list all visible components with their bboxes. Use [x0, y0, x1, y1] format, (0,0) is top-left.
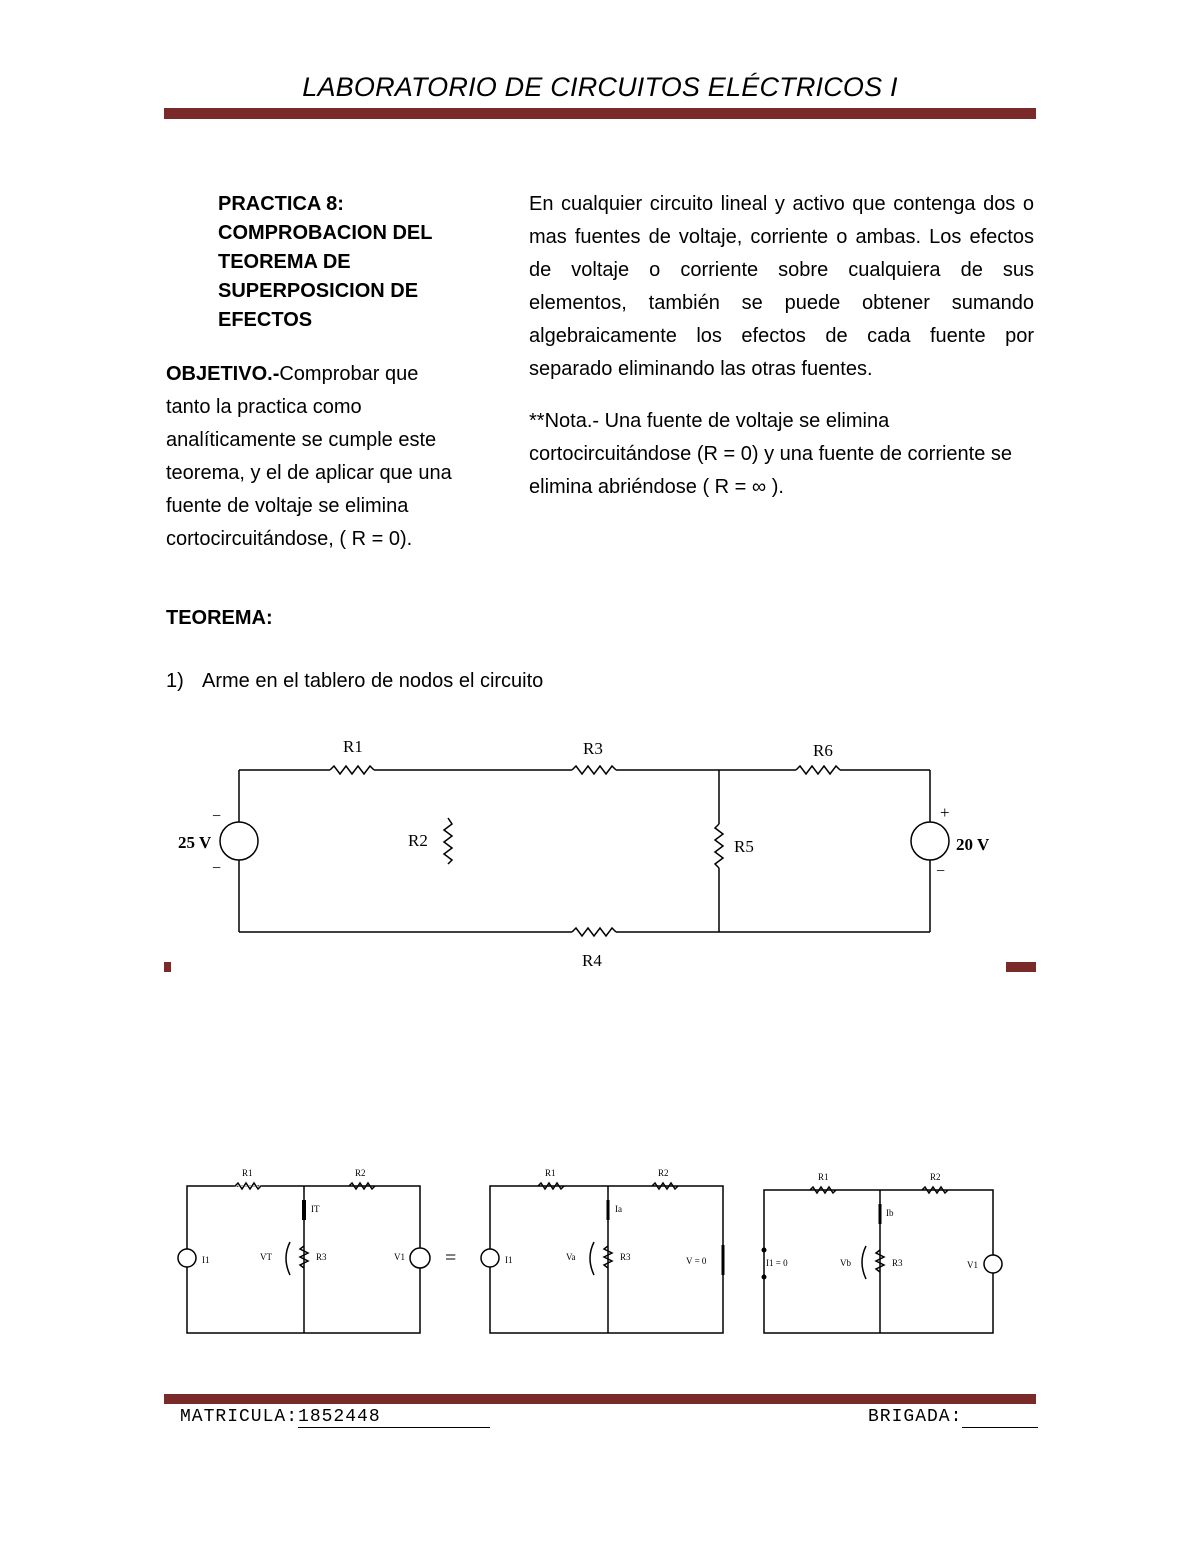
- c-label-r2: R2: [930, 1172, 941, 1182]
- resistor-r1: [330, 766, 374, 774]
- b-label-r3: R3: [620, 1252, 631, 1262]
- label-r3: R3: [583, 739, 603, 758]
- section-marker-left: [164, 962, 171, 972]
- a-label-i1: I1: [202, 1255, 210, 1265]
- label-r5: R5: [734, 837, 754, 856]
- a-label-r1: R1: [242, 1168, 253, 1178]
- voltage-source-25v: [220, 822, 258, 860]
- b-label-ia: Ia: [615, 1204, 622, 1214]
- label-20v: 20 V: [956, 835, 990, 854]
- label-r4: R4: [582, 951, 602, 970]
- section-marker-right: [1006, 962, 1036, 972]
- a-label-vt: VT: [260, 1252, 272, 1262]
- c-label-r1: R1: [818, 1172, 829, 1182]
- a-label-it: IT: [311, 1204, 320, 1214]
- label-r1: R1: [343, 737, 363, 756]
- b-label-r2: R2: [658, 1168, 669, 1178]
- b-label-va: Va: [566, 1252, 576, 1262]
- step-1-text: Arme en el tablero de nodos el circuito: [202, 670, 544, 692]
- resistor-r5: [715, 824, 723, 868]
- header-divider: [164, 108, 1036, 119]
- equals-sign: =: [445, 1247, 457, 1269]
- c-label-i0: I1 = 0: [766, 1258, 788, 1268]
- practice-title: PRACTICA 8: COMPROBACION DEL TEOREMA DE SUPERPOSICION DE EFECTOS: [218, 193, 433, 331]
- brigada-label: BRIGADA:: [868, 1407, 963, 1427]
- footer-matricula: [180, 1407, 490, 1428]
- matricula-label: MATRICULA:: [180, 1407, 299, 1427]
- voltage-source-20v: [911, 822, 949, 860]
- brigada-field: [962, 1407, 1038, 1428]
- a-label-r2: R2: [355, 1168, 366, 1178]
- label-r6: R6: [813, 741, 833, 760]
- b-current-source: [481, 1249, 499, 1267]
- resistor-r2: [444, 818, 452, 864]
- step-1-number: 1): [166, 670, 184, 692]
- label-minus-right: −: [936, 863, 946, 880]
- footer-brigada: [868, 1407, 1038, 1428]
- c-label-v1: V1: [967, 1260, 978, 1270]
- footer-divider: [164, 1394, 1036, 1404]
- note-paragraph: **Nota.- Una fuente de voltaje se elimina cortocircuitándose (R = 0) y una fuente de corriente se elimina abriéndose ( R = ∞ ).: [529, 410, 1013, 498]
- a-current-source: [178, 1249, 196, 1267]
- b-label-r1: R1: [545, 1168, 556, 1178]
- circuit-diagram-superposition: [0, 1160, 1200, 1350]
- circuit-diagram-main: [0, 720, 1200, 980]
- c-voltage-source: [984, 1255, 1002, 1273]
- objective-label: OBJETIVO.-: [166, 363, 280, 385]
- page-header-title: LABORATORIO DE CIRCUITOS ELÉCTRICOS I: [302, 72, 898, 102]
- resistor-r6: [796, 766, 840, 774]
- c-label-ib: Ib: [886, 1208, 894, 1218]
- a-label-r3: R3: [316, 1252, 327, 1262]
- matricula-field: [298, 1407, 490, 1428]
- matricula-value: 1852448: [298, 1407, 381, 1427]
- c-label-r3: R3: [892, 1258, 903, 1268]
- intro-paragraph: En cualquier circuito lineal y activo que contenga dos o mas fuentes de voltaje, corriente o ambas. Los efectos de voltaje o corriente sobre cualquiera de sus elementos, también se puede obtener sumando algebraicamente los efectos de cada fuente por separado eliminando las otras fuentes.: [529, 193, 1034, 380]
- b-label-v0: V = 0: [686, 1256, 707, 1266]
- resistor-r4: [572, 928, 616, 936]
- label-25v: 25 V: [178, 833, 212, 852]
- c-label-vb: Vb: [840, 1258, 851, 1268]
- objective-text: Comprobar que tanto la practica como analíticamente se cumple este teorema, y el de aplicar que una fuente de voltaje se elimina cortocircuitándose, ( R = 0).: [166, 363, 452, 550]
- label-minus-left-top: −: [212, 808, 222, 825]
- teorema-heading: TEOREMA:: [166, 607, 273, 629]
- step-1: [166, 670, 543, 693]
- a-voltage-source: [410, 1248, 430, 1268]
- b-label-i1: I1: [505, 1255, 513, 1265]
- objective-paragraph: [166, 358, 466, 556]
- label-minus-left-bottom: −: [212, 860, 222, 877]
- resistor-r3: [572, 766, 616, 774]
- a-label-v1: V1: [394, 1252, 405, 1262]
- label-plus-right: +: [940, 803, 950, 822]
- label-r2: R2: [408, 831, 428, 850]
